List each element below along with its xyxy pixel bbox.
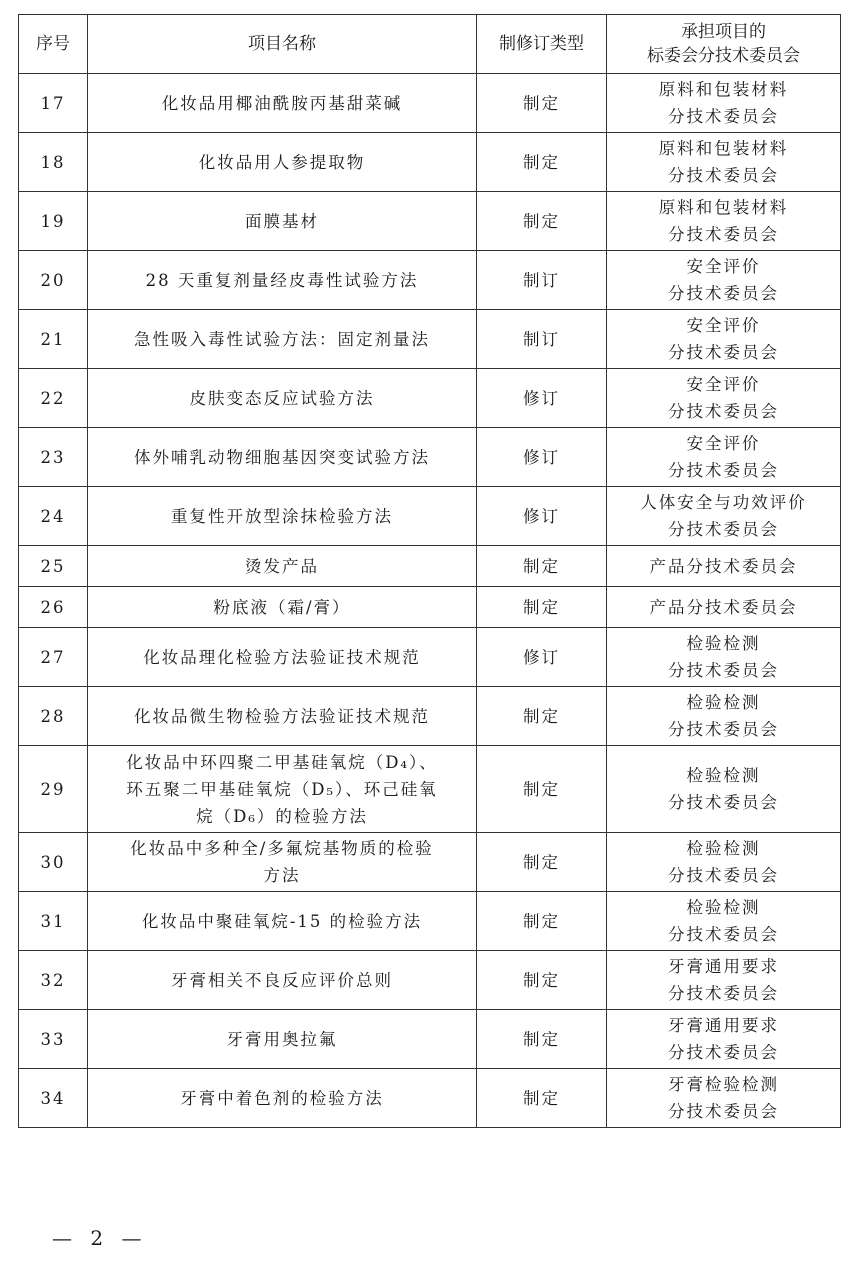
name-line: 急性吸入毒性试验方法：固定剂量法 xyxy=(134,329,430,349)
committee-line: 分技术委员会 xyxy=(668,284,779,303)
table-row xyxy=(19,192,841,251)
name-line: 化妆品中聚硅氧烷-15 的检验方法 xyxy=(141,911,423,931)
cell-no: 30 xyxy=(19,833,88,892)
name-line: 化妆品中多种全/多氟烷基物质的检验 xyxy=(130,839,434,858)
committee-line: 分技术委员会 xyxy=(668,925,779,944)
table-row xyxy=(19,746,841,833)
cell-name xyxy=(88,587,477,628)
name-line: 皮肤变态反应试验方法 xyxy=(189,388,375,408)
name-line: 面膜基材 xyxy=(245,211,319,231)
committee-line: 分技术委员会 xyxy=(668,107,779,126)
committee-line: 分技术委员会 xyxy=(668,461,779,480)
header-no: 序号 xyxy=(19,15,88,74)
cell-type: 制定 xyxy=(477,951,607,1010)
name-line: 烫发产品 xyxy=(245,556,319,576)
cell-name xyxy=(88,487,477,546)
cell-committee xyxy=(607,428,841,487)
cell-committee xyxy=(607,687,841,746)
committee-line: 原料和包装材料 xyxy=(658,198,789,217)
name-line: 烷（D₆）的检验方法 xyxy=(196,806,368,826)
cell-no: 31 xyxy=(19,892,88,951)
cell-no: 33 xyxy=(19,1010,88,1069)
cell-committee xyxy=(607,1069,841,1128)
name-line: 化妆品用人参提取物 xyxy=(198,152,366,172)
cell-type: 制定 xyxy=(477,892,607,951)
cell-committee xyxy=(607,587,841,628)
cell-type: 制定 xyxy=(477,1069,607,1128)
committee-line: 分技术委员会 xyxy=(668,402,779,421)
cell-committee xyxy=(607,487,841,546)
name-line: 体外哺乳动物细胞基因突变试验方法 xyxy=(134,447,430,467)
page-number: — 2 — xyxy=(52,1226,148,1250)
header-committee-line2: 标委会分技术委员会 xyxy=(647,46,800,66)
cell-no: 27 xyxy=(19,628,88,687)
committee-line: 检验检测 xyxy=(686,766,761,785)
committee-line: 安全评价 xyxy=(686,257,761,276)
cell-name xyxy=(88,687,477,746)
cell-type: 修订 xyxy=(477,487,607,546)
table-row xyxy=(19,1010,841,1069)
table-row xyxy=(19,310,841,369)
name-line: 牙膏中着色剂的检验方法 xyxy=(180,1088,384,1108)
committee-line: 原料和包装材料 xyxy=(658,139,789,158)
cell-type: 制定 xyxy=(477,546,607,587)
table-row xyxy=(19,428,841,487)
table-row xyxy=(19,487,841,546)
cell-committee xyxy=(607,746,841,833)
name-line: 环五聚二甲基硅氧烷（D₅）、环己硅氧 xyxy=(126,779,438,799)
cell-no: 24 xyxy=(19,487,88,546)
committee-line: 分技术委员会 xyxy=(668,225,779,244)
committee-line: 安全评价 xyxy=(686,316,761,335)
header-name: 项目名称 xyxy=(88,15,477,74)
committee-line: 分技术委员会 xyxy=(668,1043,779,1062)
cell-committee xyxy=(607,951,841,1010)
table-row xyxy=(19,74,841,133)
committee-line: 检验检测 xyxy=(686,898,761,917)
committee-line: 牙膏检验检测 xyxy=(668,1075,779,1094)
cell-no: 23 xyxy=(19,428,88,487)
cell-type: 制订 xyxy=(477,310,607,369)
cell-no: 18 xyxy=(19,133,88,192)
cell-no: 21 xyxy=(19,310,88,369)
cell-name xyxy=(88,133,477,192)
cell-committee xyxy=(607,74,841,133)
committee-line: 安全评价 xyxy=(686,434,761,453)
committee-line: 分技术委员会 xyxy=(668,343,779,362)
cell-no: 29 xyxy=(19,746,88,833)
cell-name xyxy=(88,369,477,428)
cell-type: 修订 xyxy=(477,628,607,687)
committee-line: 牙膏通用要求 xyxy=(668,1016,779,1035)
table-row xyxy=(19,133,841,192)
cell-name xyxy=(88,1010,477,1069)
cell-no: 28 xyxy=(19,687,88,746)
cell-type: 修订 xyxy=(477,369,607,428)
table-header-row xyxy=(19,15,841,74)
cell-committee xyxy=(607,133,841,192)
table-row xyxy=(19,951,841,1010)
committee-line: 分技术委员会 xyxy=(668,720,779,739)
committee-line: 原料和包装材料 xyxy=(658,80,789,99)
cell-name xyxy=(88,192,477,251)
committee-line: 牙膏通用要求 xyxy=(668,957,779,976)
cell-committee xyxy=(607,1010,841,1069)
cell-no: 32 xyxy=(19,951,88,1010)
table-row xyxy=(19,628,841,687)
cell-name xyxy=(88,833,477,892)
committee-line: 人体安全与功效评价 xyxy=(640,493,807,512)
cell-type: 制定 xyxy=(477,587,607,628)
cell-no: 19 xyxy=(19,192,88,251)
header-committee xyxy=(607,15,841,74)
name-line: 重复性开放型涂抹检验方法 xyxy=(171,506,393,526)
name-line: 方法 xyxy=(263,866,301,885)
committee-line: 分技术委员会 xyxy=(668,520,779,539)
cell-no: 34 xyxy=(19,1069,88,1128)
cell-name xyxy=(88,951,477,1010)
cell-type: 制定 xyxy=(477,687,607,746)
committee-line: 分技术委员会 xyxy=(668,1102,779,1121)
standards-table xyxy=(18,14,841,1128)
cell-committee xyxy=(607,833,841,892)
name-line: 28 天重复剂量经皮毒性试验方法 xyxy=(145,270,419,290)
committee-line: 分技术委员会 xyxy=(668,984,779,1003)
header-type: 制修订类型 xyxy=(477,15,607,74)
cell-committee xyxy=(607,546,841,587)
cell-type: 制定 xyxy=(477,192,607,251)
table-row xyxy=(19,892,841,951)
table-row xyxy=(19,587,841,628)
committee-line: 分技术委员会 xyxy=(668,793,779,812)
cell-name xyxy=(88,628,477,687)
table-row xyxy=(19,687,841,746)
committee-line: 产品分技术委员会 xyxy=(649,597,798,617)
name-line: 牙膏相关不良反应评价总则 xyxy=(171,970,393,990)
committee-line: 分技术委员会 xyxy=(668,866,779,885)
cell-type: 制订 xyxy=(477,251,607,310)
cell-type: 制定 xyxy=(477,1010,607,1069)
cell-committee xyxy=(607,892,841,951)
cell-name xyxy=(88,746,477,833)
cell-name xyxy=(88,1069,477,1128)
cell-name xyxy=(88,546,477,587)
committee-line: 检验检测 xyxy=(686,634,761,653)
cell-no: 20 xyxy=(19,251,88,310)
cell-type: 制定 xyxy=(477,133,607,192)
committee-line: 检验检测 xyxy=(686,839,761,858)
cell-name xyxy=(88,251,477,310)
table-row xyxy=(19,833,841,892)
cell-committee xyxy=(607,369,841,428)
cell-name xyxy=(88,892,477,951)
cell-type: 制定 xyxy=(477,74,607,133)
cell-no: 17 xyxy=(19,74,88,133)
cell-committee xyxy=(607,628,841,687)
cell-type: 制定 xyxy=(477,833,607,892)
name-line: 化妆品微生物检验方法验证技术规范 xyxy=(134,706,430,726)
cell-name xyxy=(88,428,477,487)
name-line: 牙膏用奥拉氟 xyxy=(226,1029,338,1049)
table-row xyxy=(19,1069,841,1128)
name-line: 化妆品用椰油酰胺丙基甜菜碱 xyxy=(161,93,403,113)
name-line: 化妆品中环四聚二甲基硅氧烷（D₄）、 xyxy=(126,752,438,772)
cell-no: 25 xyxy=(19,546,88,587)
committee-line: 安全评价 xyxy=(686,375,761,394)
cell-name xyxy=(88,310,477,369)
cell-type: 制定 xyxy=(477,746,607,833)
committee-line: 产品分技术委员会 xyxy=(649,556,798,576)
cell-no: 22 xyxy=(19,369,88,428)
cell-no: 26 xyxy=(19,587,88,628)
committee-line: 检验检测 xyxy=(686,693,761,712)
cell-type: 修订 xyxy=(477,428,607,487)
table-row xyxy=(19,369,841,428)
cell-name xyxy=(88,74,477,133)
cell-committee xyxy=(607,251,841,310)
table-row xyxy=(19,546,841,587)
name-line: 粉底液（霜/膏） xyxy=(213,597,351,617)
committee-line: 分技术委员会 xyxy=(668,661,779,680)
cell-committee xyxy=(607,310,841,369)
table-row xyxy=(19,251,841,310)
cell-committee xyxy=(607,192,841,251)
header-committee-line1: 承担项目的 xyxy=(681,22,766,42)
committee-line: 分技术委员会 xyxy=(668,166,779,185)
name-line: 化妆品理化检验方法验证技术规范 xyxy=(143,647,421,667)
